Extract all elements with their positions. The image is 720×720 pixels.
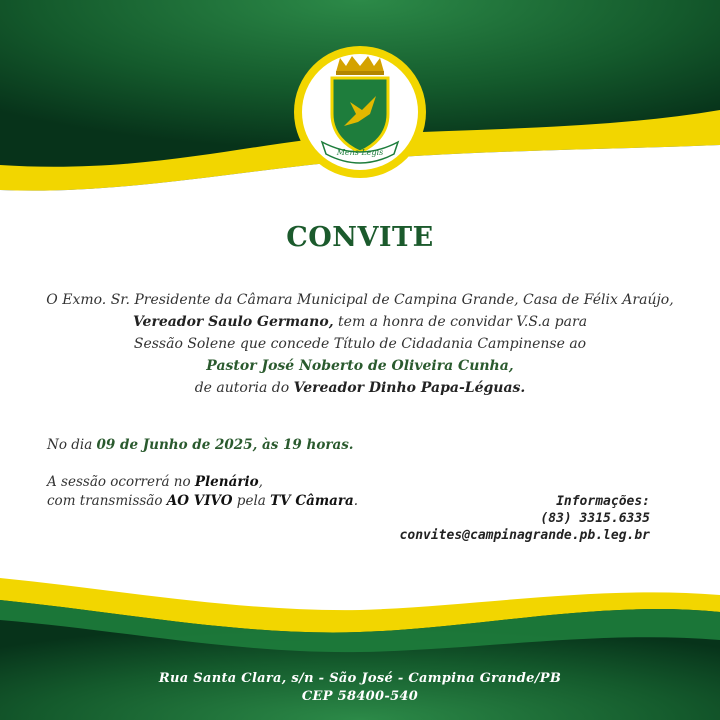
tv-channel: TV Câmara: [270, 493, 354, 509]
president-name: Vereador Saulo Germano,: [132, 314, 334, 330]
session-line-2-post: .: [353, 493, 359, 509]
session-line-1: [47, 473, 358, 492]
venue: Plenário: [194, 474, 259, 490]
live-label: AO VIVO: [166, 493, 233, 509]
session-line-2: [47, 492, 358, 511]
info-label: Informações:: [556, 494, 650, 509]
event-date: [47, 437, 354, 453]
info-email: convites@campinagrande.pb.leg.br: [399, 528, 650, 543]
contact-info: [400, 493, 650, 544]
intro-line-2: [20, 311, 700, 333]
info-phone: (83) 3315.6335: [540, 511, 650, 526]
cep-line: CEP 58400-540: [301, 689, 419, 704]
session-line-2-pre: com transmissão: [47, 493, 167, 509]
session-details: [47, 473, 358, 511]
page-title: CONVITE: [286, 222, 434, 253]
logo-motto: Mens Legis: [336, 148, 384, 157]
chamber-logo: [286, 44, 434, 182]
intro-line-5-pre: de autoria do: [194, 380, 294, 396]
session-line-1-post: ,: [258, 474, 263, 490]
intro-line-5: [20, 377, 700, 399]
date-prefix: No dia: [47, 437, 97, 453]
session-line-1-pre: A sessão ocorrerá no: [47, 474, 195, 490]
intro-line-2-rest: tem a honra de convidar V.S.a para: [333, 314, 588, 330]
honoree-name: Pastor José Noberto de Oliveira Cunha,: [206, 358, 514, 374]
intro-line-1: O Exmo. Sr. Presidente da Câmara Municipal de Campina Grande, Casa de Félix Araújo,: [46, 292, 674, 308]
session-line-2-mid: pela: [232, 493, 271, 509]
author-name: Vereador Dinho Papa-Léguas.: [293, 380, 526, 396]
intro-line-3: Sessão Solene que concede Título de Cidadania Campinense ao: [133, 336, 587, 352]
address-line: Rua Santa Clara, s/n - São José - Campina Grande/PB: [158, 671, 562, 686]
footer-address: [0, 670, 720, 706]
date-value: 09 de Junho de 2025, às 19 horas.: [96, 437, 354, 453]
invitation-text: [20, 289, 700, 399]
